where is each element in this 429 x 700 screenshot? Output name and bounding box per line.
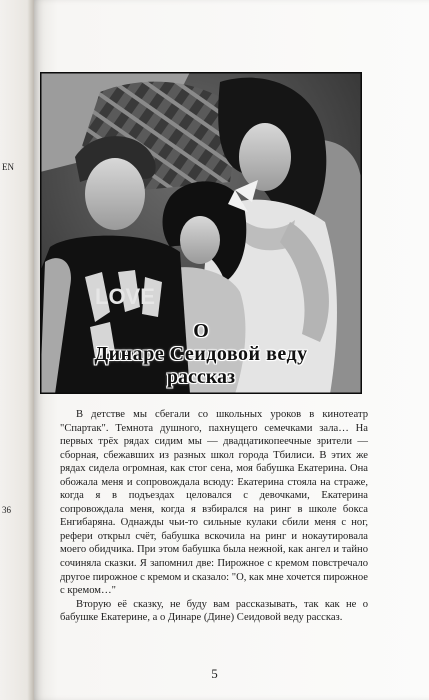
photo-caption <box>40 320 362 389</box>
caption-line-1: О <box>193 320 209 342</box>
previous-page-fragment-top: EN <box>2 162 14 172</box>
previous-page-fragment-bottom: 36 <box>2 505 11 515</box>
caption-line-3: рассказ <box>166 366 236 388</box>
body-text <box>60 408 368 625</box>
caption-line-2: Динаре Сеидовой веду <box>94 343 308 365</box>
paragraph-2: Вторую её сказку, не буду вам рассказывать, так как не о бабушке Екатерине, а о Динаре (Дине) Сеидовой веду рассказ. <box>60 598 368 624</box>
page-number: 5 <box>211 666 218 681</box>
previous-page-edge <box>0 0 34 700</box>
shirt-print-text: LOVE <box>95 284 155 309</box>
paragraph-1: В детстве мы сбегали со школьных уроков в кинотеатр "Спартак". Темнота душного, пахнущего семечками зала… На первых трёх рядах сидим мы — двадцатикопеечные зрители — сборная, сбежавших из разных школ города Тбилиси. В этих же рядах сидела огромная, как стог сена, моя бабушка Екатерина. Она обожала меня и сопровождала всюду: Екатерина стояла на страже, когда я в подъездах целовался с девочками, Екатерина сопровождала меня, когда я взбирался на ринг в школе бокса Енгибаряна. Однажды чьи-то сильные кулаки сбили меня с ног, рефери открыл счёт, бабушка вскочила на ринг и нокаутировала моего обидчика. При этом бабушка была нежной, как ангел и тайно сочиняла сказки. Я запомнил две: Пирожное с кремом повстречало другое пирожное с кремом и сказало: "О, как мне хочется пирожное с кремом…" <box>60 409 368 597</box>
